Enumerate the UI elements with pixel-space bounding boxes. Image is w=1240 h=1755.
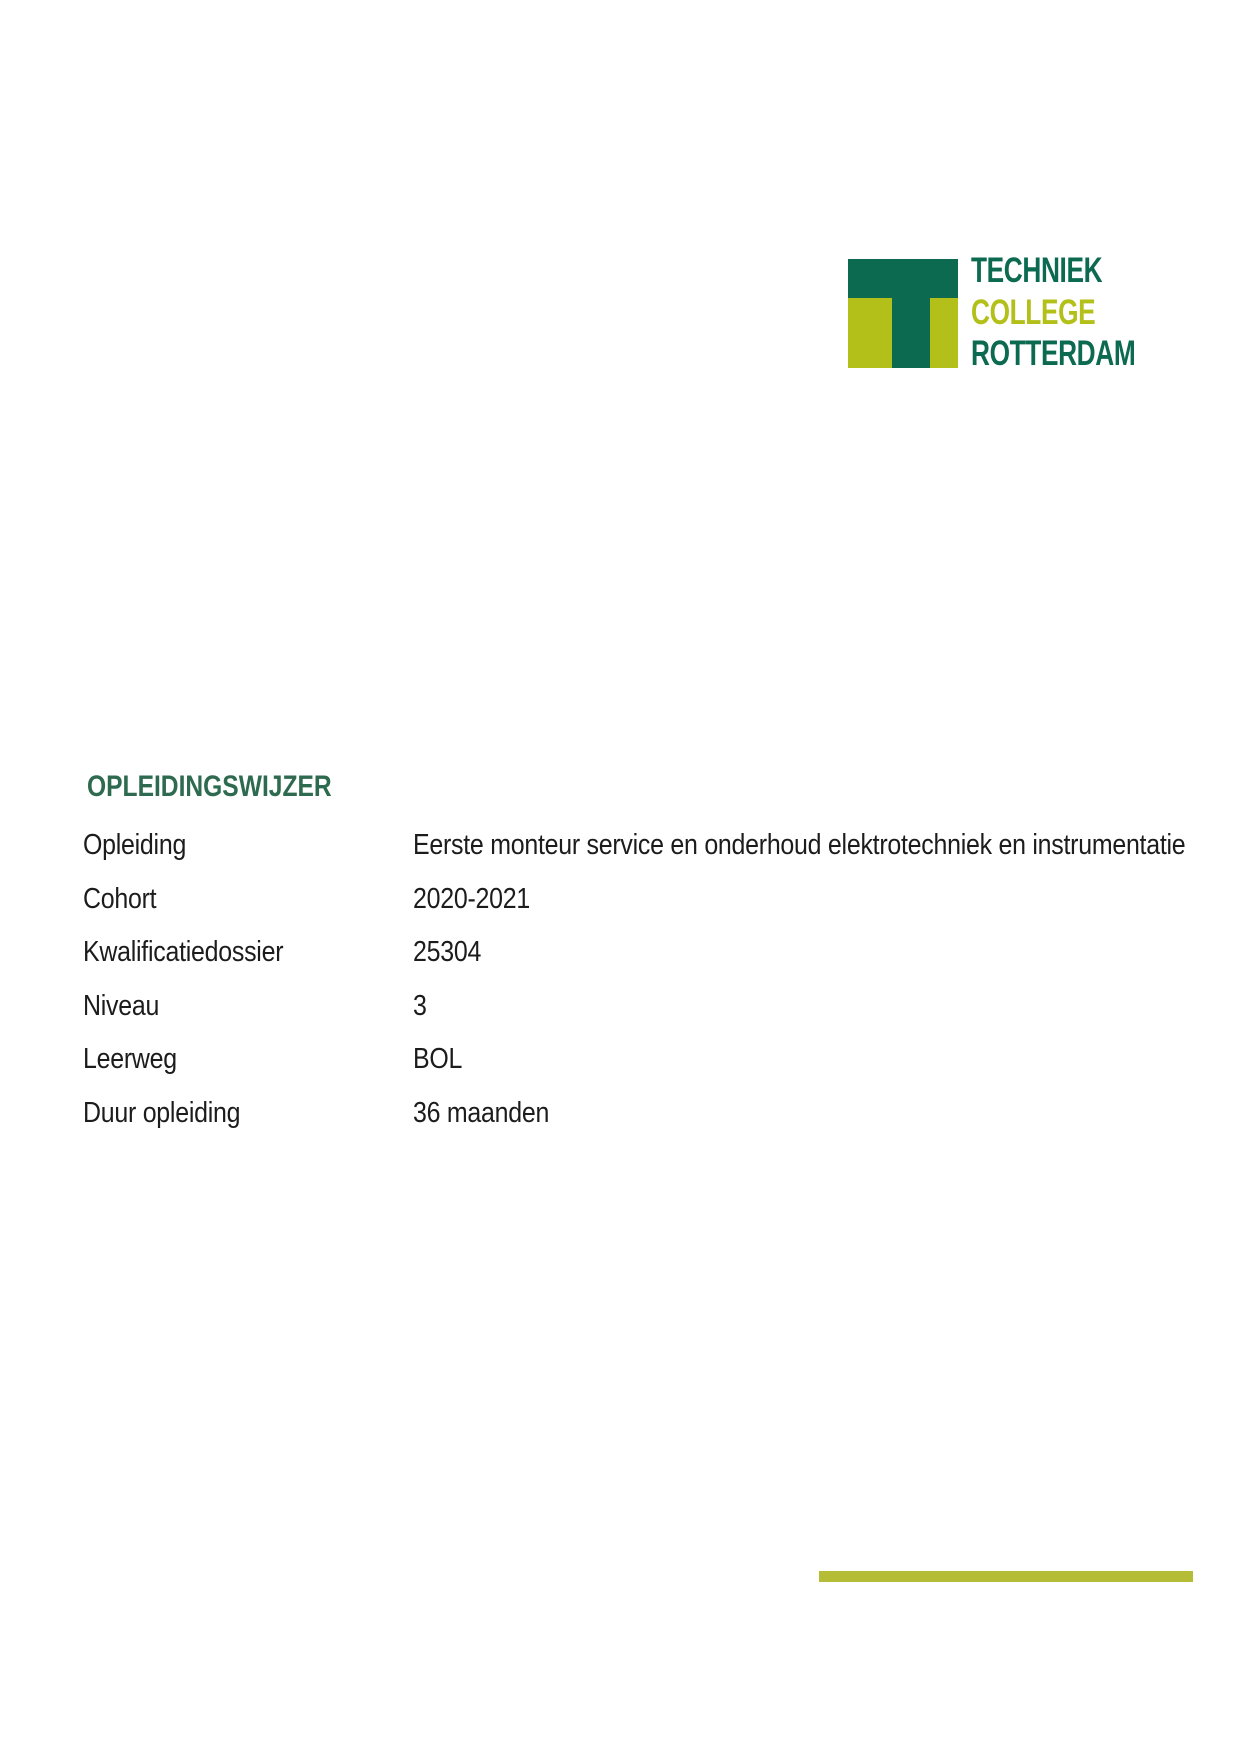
detail-label-cohort: Cohort — [83, 882, 157, 915]
table-row — [83, 826, 1193, 880]
logo-mark-top-band — [848, 259, 958, 298]
detail-label-kwalificatiedossier: Kwalificatiedossier — [83, 936, 284, 969]
program-details-table — [83, 826, 1193, 1148]
table-row — [83, 1040, 1193, 1094]
page-title: OPLEIDINGSWIJZER — [87, 770, 332, 803]
detail-label-niveau: Niveau — [83, 989, 160, 1022]
logo-wordmark — [971, 250, 1190, 375]
detail-value-leerweg: BOL — [413, 1043, 463, 1076]
logo-line-techniek: TECHNIEK — [971, 251, 1103, 290]
logo-mark-yellow-left-block — [848, 298, 892, 368]
logo-line-rotterdam: ROTTERDAM — [971, 334, 1136, 373]
detail-value-opleiding: Eerste monteur service en onderhoud elektrotechniek en instrumentatie — [413, 829, 1186, 861]
detail-value-kwalificatiedossier: 25304 — [413, 936, 482, 969]
table-row — [83, 987, 1193, 1041]
table-row — [83, 1094, 1193, 1148]
logo-mark-green-stem — [892, 298, 930, 368]
detail-value-cohort: 2020-2021 — [413, 882, 530, 915]
detail-value-niveau: 3 — [413, 989, 427, 1022]
logo-mark-bottom — [848, 298, 958, 368]
logo-t-mark-icon — [848, 259, 958, 368]
logo-line-college: COLLEGE — [971, 292, 1096, 332]
table-row — [83, 933, 1193, 987]
table-row — [83, 880, 1193, 934]
detail-label-opleiding: Opleiding — [83, 829, 187, 861]
detail-label-duur-opleiding: Duur opleiding — [83, 1096, 241, 1129]
detail-label-leerweg: Leerweg — [83, 1043, 177, 1076]
footer-accent-bar — [819, 1571, 1193, 1582]
detail-value-duur-opleiding: 36 maanden — [413, 1096, 550, 1129]
logo-mark-yellow-right-block — [930, 298, 958, 368]
